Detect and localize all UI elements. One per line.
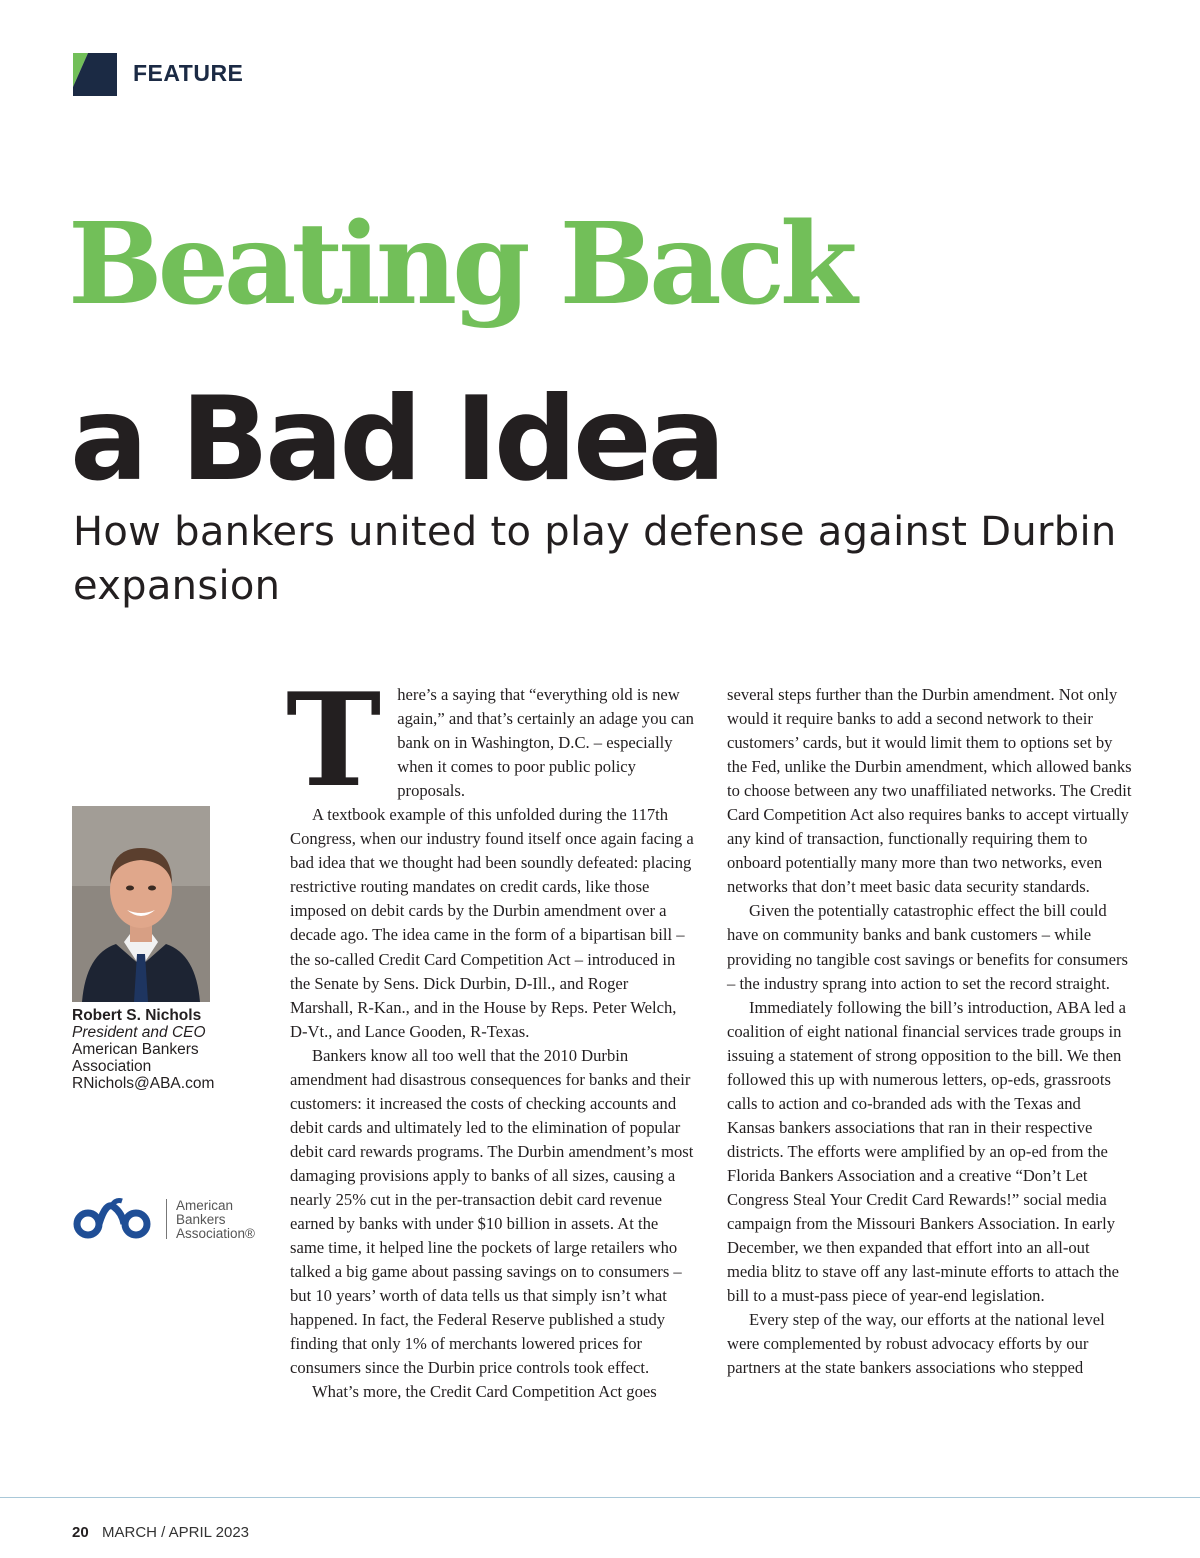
subtitle: How bankers united to play defense against Durbin expansion <box>73 509 1117 609</box>
headline-line-1: Beating Back <box>68 199 853 330</box>
article-paragraph: A textbook example of this unfolded during the 117th Congress, when our industry found itself once again facing a bad idea that we thought had been soundly defeated: placing restrictive routing mandates on credit cards, like those imposed on debit cards by the Durbin amendment over a decade ago. The idea came in the form of a bipartisan bill – the so-called Credit Card Competition Act – introduced in the Senate by Sens. Dick Durbin, D-Ill., and Roger Marshall, R-Kan., and in the House by Reps. Peter Welch, D-Vt., and Lance Gooden, R-Texas. <box>290 805 694 1041</box>
section-label: FEATURE <box>133 60 244 86</box>
article-paragraph: What’s more, the Credit Card Competition Act goes <box>312 1382 657 1402</box>
article-paragraph: Bankers know all too well that the 2010 Durbin amendment had disastrous consequences for banks and their customers: it increased the costs of checking accounts and debit cards and ultimately led to the elimination of popular debit card rewards programs. The Durbin amendment’s most damaging provisions apply to banks of all sizes, causing a nearly 25% cut in the per-transaction debit card revenue earned by banks with under $10 billion in assets. At the same time, it helped line the pockets of large retailers who talked a big game about passing savings on to consumers – but 10 years’ worth of data tells us that simply isn’t what happened. In fact, the Federal Reserve published a study finding that only 1% of merchants lowered prices for consumers since the Durbin price controls took effect. <box>290 1045 694 1378</box>
article-paragraph: Given the potentially catastrophic effect the bill could have on community banks and bank customers – while providing no tangible cost savings or benefits for consumers – the industry sprang into action to set the record straight. <box>727 901 1128 993</box>
author-name: Robert S. Nichols <box>72 1007 202 1024</box>
feature-slash-icon <box>73 53 117 96</box>
article-paragraph: several steps further than the Durbin amendment. Not only would it require banks to add a second network to their customers’ cards, but it would limit them to options set by the Fed, unlike the Durbin amendment, which allowed banks to choose between any two unaffiliated networks. The Credit Card Competition Act also requires banks to accept virtually any kind of transaction, functionally requiring them to onboard potentially many more than two networks, even networks that don’t meet basic data security standards. <box>727 685 1132 897</box>
logo-line-2: Bankers <box>176 1212 226 1228</box>
article-paragraph <box>286 666 695 816</box>
logo-wordmark <box>176 1199 255 1242</box>
logo-line-1: American <box>176 1198 234 1213</box>
author-organization: American Bankers Association <box>72 1041 199 1075</box>
article-column-1 <box>286 666 695 1404</box>
author-email[interactable]: RNichols@ABA.com <box>72 1075 215 1092</box>
author-role: President and CEO <box>72 1024 206 1041</box>
article-paragraph: Every step of the way, our efforts at the national level were complemented by robust advocacy efforts by our partners at the state bankers associations who stepped <box>727 1310 1105 1378</box>
paragraph-text: here’s a saying that “everything old is new again,” and that’s certainly an adage you can bank on in Washington, D.C. – especially when it comes to poor public policy proposals. <box>397 685 694 801</box>
article-paragraph: Immediately following the bill’s introduction, ABA led a coalition of eight national financial services trade groups in issuing a statement of strong opposition to the bill. We then followed this up with numerous letters, op-eds, grassroots calls to action and co-branded ads with the Texas and Kansas bankers associations that ran in their respective districts. The efforts were amplified by an op-ed from the Florida Bankers Association and a creative “Don’t Let Congress Steal Your Credit Card Rewards!” social media campaign from the Missouri Bankers Association. In early December, we then expanded that effort into an all-out media blitz to stave off any last-minute efforts to attach the bill to a must-pass piece of year-end legislation. <box>727 997 1126 1306</box>
aba-logo-icon <box>72 1197 162 1241</box>
article-column-2 <box>727 683 1132 1380</box>
page-number: 20 <box>72 1524 89 1541</box>
footer-divider <box>0 1497 1200 1498</box>
author-portrait-photo <box>72 806 210 1002</box>
drop-cap: T <box>286 666 382 816</box>
author-info <box>72 1007 272 1092</box>
headline-line-2: a Bad Idea <box>70 372 722 507</box>
logo-divider <box>166 1199 167 1239</box>
issue-date: MARCH / APRIL 2023 <box>102 1524 250 1541</box>
logo-line-3: Association® <box>176 1226 255 1242</box>
